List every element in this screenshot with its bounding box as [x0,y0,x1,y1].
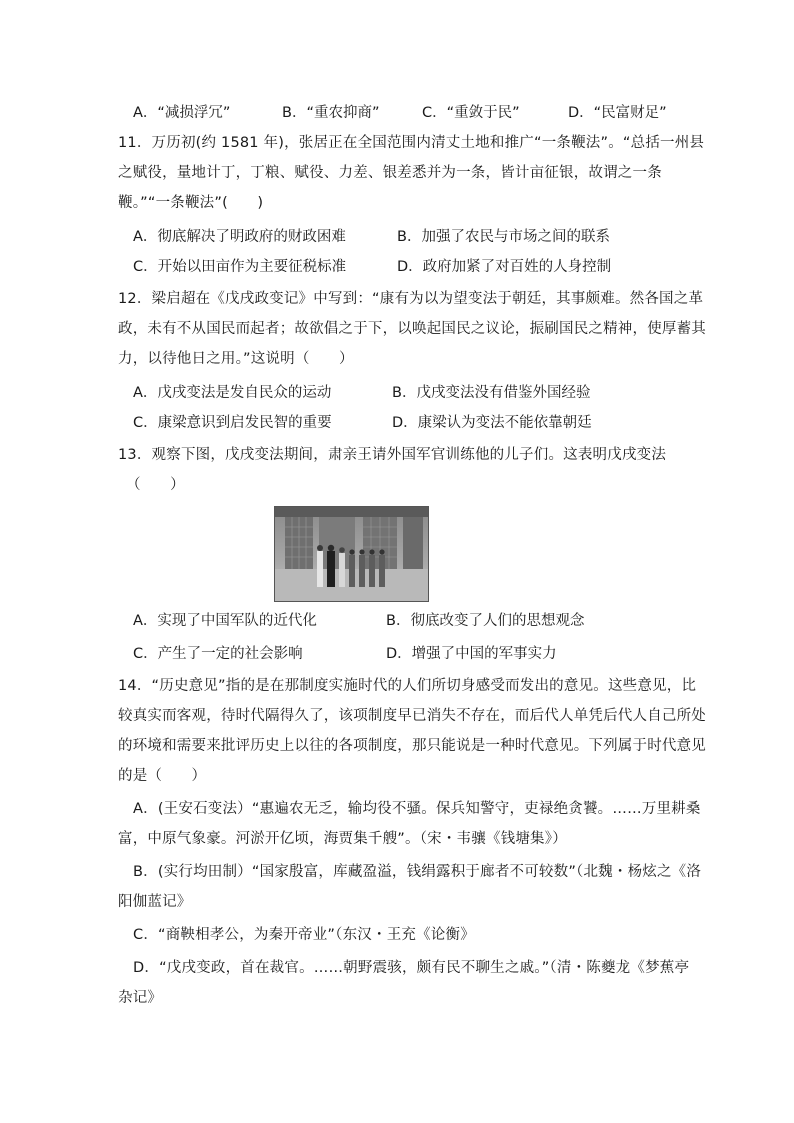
q11-option-d: D．政府加紧了对百姓的人身控制 [397,259,612,275]
q11-option-c: C．开始以田亩作为主要征税标准 [133,259,347,275]
q14-option-d-line-2: 杂记》 [118,990,163,1006]
q12-option-b: B．戊戌变法没有借鉴外国经验 [392,385,591,401]
q13-stem-line-1: 13．观察下图，戊戌变法期间，肃亲王请外国军官训练他的儿子们。这表明戊戌变法 [118,447,667,463]
q14-stem-line-2: 较真实而客观，待时代隔得久了，该项制度早已消失不存在，而后代人单凭后代人自己所处 [118,708,706,724]
photo-soldiers-training-image [275,507,428,601]
q12-option-d: D．康梁认为变法不能依靠朝廷 [392,415,592,431]
historical-photo [274,506,429,602]
q11-option-b: B．加强了农民与市场之间的联系 [397,229,610,245]
q14-option-b-line-2: 阳伽蓝记》 [118,894,192,910]
q14-option-c: C．“商鞅相孝公，为秦开帝业”（东汉・王充《论衡》 [133,927,475,943]
q12-stem-line-2: 政，未有不从国民而起者；故欲倡之于下，以唤起国民之议论，振刷国民之精神，使厚蓄其 [118,321,706,337]
q10-option-a: A．“减损浮冗” [133,105,231,121]
q11-option-a: A．彻底解决了明政府的财政困难 [133,229,346,245]
q13-option-b: B．彻底改变了人们的思想观念 [386,613,585,629]
q10-option-b: B．“重农抑商” [282,105,380,121]
q14-option-b-line-1: B．(实行均田制）“国家殷富，库藏盈溢，钱绢露积于廊者不可较数”（北魏・杨炫之《洛 [133,864,702,880]
q12-stem-line-3: 力，以待他日之用。”这说明（ ） [118,351,354,367]
q12-stem-line-1: 12．梁启超在《戊戌政变记》中写到：“康有为以为望变法于朝廷，其事颇难。然各国之革 [118,291,704,307]
q13-option-a: A．实现了中国军队的近代化 [133,613,317,629]
q11-stem-line-3: 鞭。”“一条鞭法”( ) [118,195,264,211]
q14-stem-line-4: 的是（ ） [118,768,207,784]
q13-stem-line-2: （ ） [126,477,185,493]
q10-option-c: C．“重敛于民” [422,105,520,121]
q12-option-c: C．康梁意识到启发民智的重要 [133,415,332,431]
q11-stem-line-2: 之赋役，量地计丁，丁粮、赋役、力差、银差悉并为一条，皆计亩征银，故谓之一条 [118,165,662,181]
q14-stem-line-3: 的环境和需要来批评历史上以往的各项制度，那只能说是一种时代意见。下列属于时代意见 [118,738,706,754]
q12-option-a: A．戊戌变法是发自民众的运动 [133,385,332,401]
q13-option-c: C．产生了一定的社会影响 [133,646,303,662]
q11-stem-line-1: 11．万历初(约 1581 年)，张居正在全国范围内清丈土地和推广“一条鞭法”。“总括一州县 [118,135,705,151]
q13-option-d: D．增强了中国的军事实力 [386,646,557,662]
q10-option-d: D．“民富财足” [568,105,667,121]
q14-option-a-line-1: A．(王安石变法）“惠遍农无乏，输均役不骚。保兵知警守，吏禄绝贪饕。……万里耕桑 [133,801,701,817]
q14-stem-line-1: 14．“历史意见”指的是在那制度实施时代的人们所切身感受而发出的意见。这些意见，比 [118,678,697,694]
q14-option-a-line-2: 富，中原气象豪。河淤开亿顷，海贾集千艘”。（宋・韦骧《钱塘集》） [118,831,567,847]
q14-option-d-line-1: D．“戊戌变政，首在裁官。……朝野震骇，颇有民不聊生之戚。”（清・陈夔龙《梦蕉亭 [133,960,690,976]
